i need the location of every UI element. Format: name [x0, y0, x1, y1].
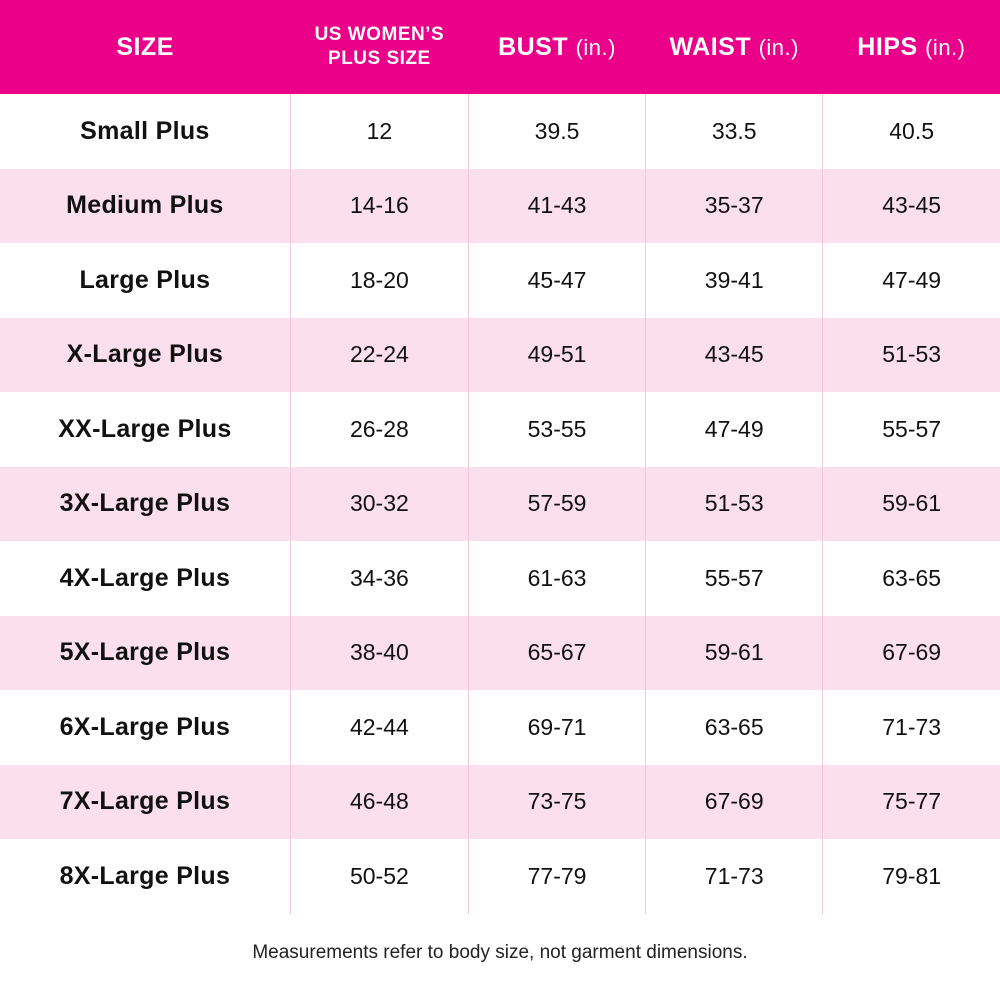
- cell-bust: 57-59: [468, 467, 645, 542]
- cell-size: Medium Plus: [0, 169, 290, 244]
- cell-hips: 59-61: [823, 467, 1000, 542]
- cell-size: 8X-Large Plus: [0, 839, 290, 914]
- cell-us-plus-size: 14-16: [349, 192, 409, 219]
- cell-waist: 67-69: [646, 765, 823, 840]
- cell-hips: 79-81: [823, 839, 1000, 914]
- cell-size: 7X-Large Plus: [0, 765, 290, 840]
- cell-bust: 41-43: [468, 169, 645, 244]
- column-header-bust-label: BUST: [498, 32, 569, 61]
- table-row: [0, 392, 1000, 467]
- footnote: Measurements refer to body size, not garment dimensions.: [252, 941, 748, 963]
- cell-size: 4X-Large Plus: [0, 541, 290, 616]
- cell-size: Large Plus: [0, 243, 290, 318]
- cell-hips: 63-65: [823, 541, 1000, 616]
- cell-hips: 75-77: [823, 765, 1000, 840]
- table-row: [0, 169, 1000, 244]
- column-header-waist-label: WAIST: [669, 32, 752, 61]
- column-header-waist: [646, 0, 823, 94]
- cell-us-plus-size: 34-36: [349, 564, 409, 591]
- cell-size: 3X-Large Plus: [0, 467, 290, 542]
- cell-size: 6X-Large Plus: [0, 690, 290, 765]
- table-row: [0, 243, 1000, 318]
- cell-size: XX-Large Plus: [0, 392, 290, 467]
- column-header-us-plus-size-line2: PLUS SIZE: [328, 48, 431, 69]
- cell-us-plus-size: 22-24: [349, 341, 409, 368]
- cell-waist: 39-41: [646, 243, 823, 318]
- table-row: [0, 765, 1000, 840]
- column-header-waist-unit: (in.): [758, 34, 799, 60]
- cell-hips: 51-53: [823, 318, 1000, 393]
- cell-us-plus-size: 46-48: [349, 788, 409, 815]
- cell-hips: 55-57: [823, 392, 1000, 467]
- table-row: [0, 318, 1000, 393]
- cell-bust: 69-71: [468, 690, 645, 765]
- column-header-us-plus-size: [290, 0, 468, 94]
- table-header: [0, 0, 1000, 94]
- table-row: [0, 467, 1000, 542]
- cell-us-plus-size: 30-32: [349, 490, 409, 517]
- table-row: [0, 541, 1000, 616]
- cell-us-plus-size: 26-28: [349, 415, 409, 442]
- column-header-hips: [823, 0, 1000, 94]
- cell-waist: 51-53: [646, 467, 823, 542]
- column-header-hips-unit: (in.): [925, 34, 966, 60]
- cell-bust: 65-67: [468, 616, 645, 691]
- cell-bust: 73-75: [468, 765, 645, 840]
- cell-waist: 33.5: [646, 94, 823, 169]
- cell-hips: 47-49: [823, 243, 1000, 318]
- cell-waist: 43-45: [646, 318, 823, 393]
- column-header-bust: [468, 0, 645, 94]
- cell-hips: 40.5: [823, 94, 1000, 169]
- column-header-hips-label: HIPS: [857, 32, 918, 61]
- table-row: [0, 616, 1000, 691]
- cell-us-plus-size: 50-52: [349, 862, 409, 889]
- cell-us-plus-size: 42-44: [349, 713, 409, 740]
- column-header-us-plus-size-line1: US WOMEN’S: [314, 24, 445, 46]
- table-row: [0, 839, 1000, 914]
- cell-size: Small Plus: [0, 94, 290, 169]
- cell-hips: 71-73: [823, 690, 1000, 765]
- cell-size: 5X-Large Plus: [0, 616, 290, 691]
- cell-us-plus-size: 18-20: [349, 266, 409, 293]
- cell-us-plus-size: 12: [366, 117, 393, 144]
- cell-waist: 35-37: [646, 169, 823, 244]
- cell-waist: 63-65: [646, 690, 823, 765]
- cell-bust: 39.5: [468, 94, 645, 169]
- cell-size: X-Large Plus: [0, 318, 290, 393]
- cell-bust: 77-79: [468, 839, 645, 914]
- cell-bust: 53-55: [468, 392, 645, 467]
- cell-hips: 67-69: [823, 616, 1000, 691]
- cell-waist: 47-49: [646, 392, 823, 467]
- table-body: [0, 94, 1000, 914]
- cell-waist: 55-57: [646, 541, 823, 616]
- cell-waist: 59-61: [646, 616, 823, 691]
- cell-bust: 49-51: [468, 318, 645, 393]
- cell-us-plus-size: 38-40: [349, 639, 409, 666]
- table-row: [0, 94, 1000, 169]
- cell-hips: 43-45: [823, 169, 1000, 244]
- column-header-size: [0, 0, 290, 94]
- table-row: [0, 690, 1000, 765]
- column-header-size-label: SIZE: [116, 32, 174, 61]
- header-row: [0, 0, 1000, 94]
- cell-bust: 45-47: [468, 243, 645, 318]
- cell-bust: 61-63: [468, 541, 645, 616]
- column-header-bust-unit: (in.): [575, 34, 616, 60]
- cell-waist: 71-73: [646, 839, 823, 914]
